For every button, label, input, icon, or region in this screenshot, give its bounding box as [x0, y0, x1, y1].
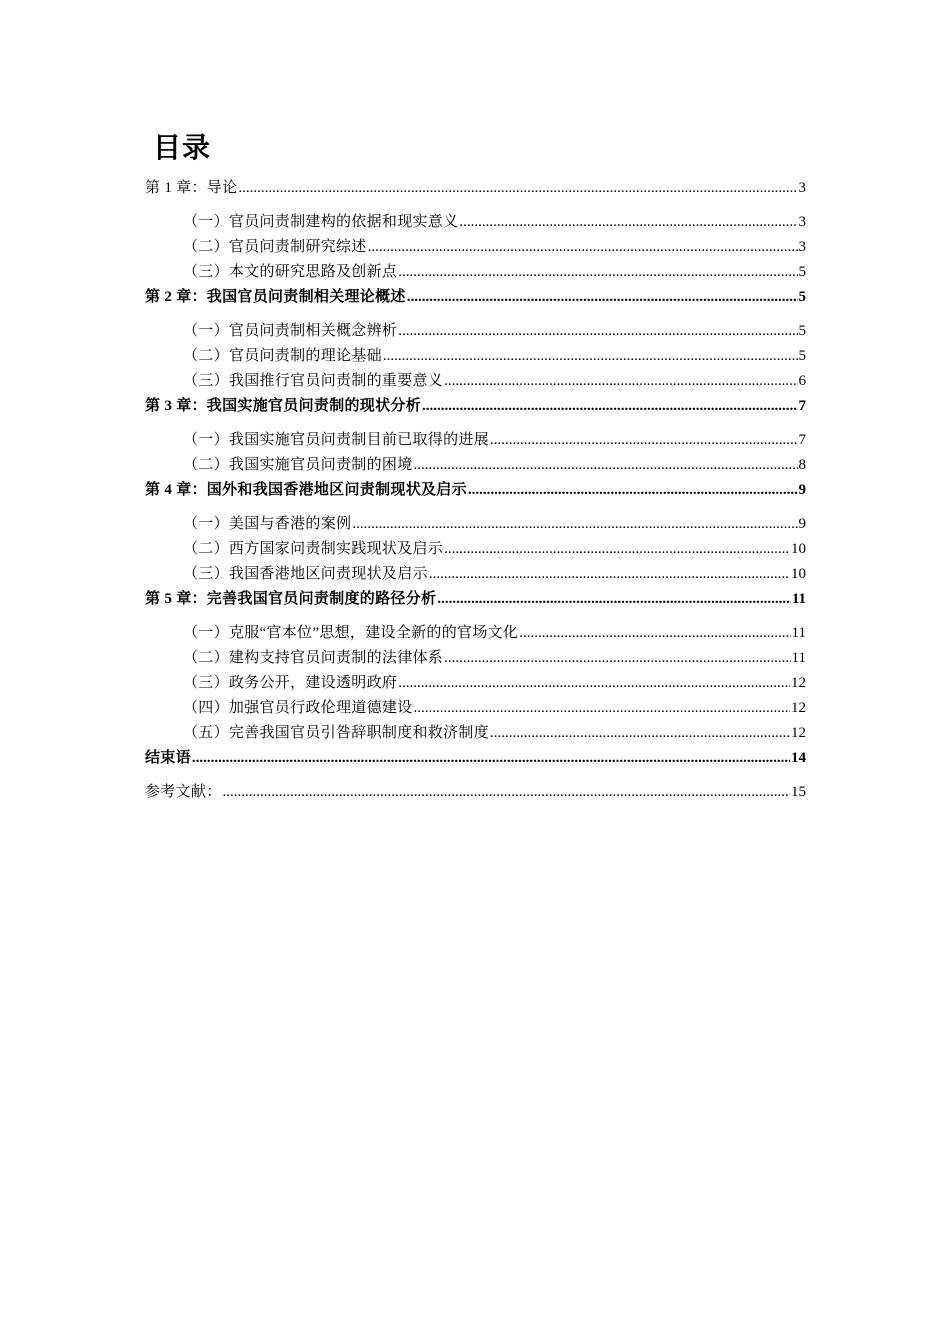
toc-entry-text: （一）美国与香港的案例 — [183, 516, 352, 532]
toc-page-number: 10 — [791, 541, 806, 557]
toc-page-number: 8 — [798, 457, 806, 473]
toc-entry-text: 结束语 — [145, 750, 191, 766]
dot-leader — [519, 623, 790, 643]
toc-page-number: 6 — [798, 373, 806, 389]
toc-entry-text: （四）加强官员行政伦理道德建设 — [183, 700, 413, 716]
dot-leader — [352, 514, 797, 534]
dot-leader — [444, 371, 797, 391]
toc-entry-text: （三）我国香港地区问责现状及启示 — [183, 566, 428, 582]
toc-page-number: 11 — [791, 650, 806, 666]
toc-page-number: 5 — [798, 289, 806, 305]
toc-entry-section[interactable] — [183, 319, 806, 341]
toc-entry-text: （五）完善我国官员引咎辞职制度和救济制度 — [183, 725, 490, 741]
toc-entry-section[interactable] — [183, 453, 806, 475]
toc-page-number: 11 — [791, 591, 806, 607]
dot-leader — [192, 748, 790, 768]
dot-leader — [444, 648, 790, 668]
toc-entry-text: （二）官员问责制研究综述 — [183, 239, 367, 255]
toc-entry-section[interactable] — [183, 235, 806, 257]
toc-entry-section[interactable] — [183, 428, 806, 450]
toc-page-number: 11 — [791, 625, 806, 641]
toc-page-number: 15 — [791, 784, 806, 800]
dot-leader — [437, 589, 791, 609]
toc-entry-text: （三）本文的研究思路及创新点 — [183, 264, 398, 280]
dot-leader — [398, 321, 797, 341]
toc-entry-chapter-3[interactable] — [145, 394, 806, 416]
dot-leader — [490, 723, 790, 743]
dot-leader — [368, 237, 798, 257]
toc-page-number: 12 — [791, 725, 806, 741]
toc-entry-section[interactable] — [183, 512, 806, 534]
toc-page-number: 5 — [798, 323, 806, 339]
toc-page-number: 9 — [798, 482, 806, 498]
dot-leader — [223, 782, 790, 802]
toc-page-number: 5 — [798, 264, 806, 280]
toc-entry-section[interactable] — [183, 646, 806, 668]
toc-entry-text: 第 5 章：完善我国官员问责制度的路径分析 — [145, 591, 437, 607]
dot-leader — [407, 287, 798, 307]
dot-leader — [383, 346, 798, 366]
toc-entry-chapter-5[interactable] — [145, 587, 806, 609]
toc-entry-text: （二）我国实施官员问责制的困境 — [183, 457, 413, 473]
toc-entry-section[interactable] — [183, 721, 806, 743]
toc-entry-text: （二）建构支持官员问责制的法律体系 — [183, 650, 444, 666]
toc-entry-text: 第 4 章：国外和我国香港地区问责制现状及启示 — [145, 482, 467, 498]
toc-page-number: 3 — [798, 239, 806, 255]
dot-leader — [459, 212, 797, 232]
dot-leader — [398, 262, 797, 282]
page-title: 目录 — [153, 133, 212, 164]
toc-entry-section[interactable] — [183, 562, 806, 584]
toc-entry-text: （一）我国实施官员问责制目前已取得的进展 — [183, 432, 490, 448]
toc-entry-text: （一）官员问责制相关概念辨析 — [183, 323, 398, 339]
dot-leader — [444, 539, 790, 559]
toc-page-number: 14 — [791, 750, 806, 766]
toc-entry-section[interactable] — [183, 621, 806, 643]
dot-leader — [414, 698, 790, 718]
toc-entry-references[interactable] — [145, 780, 806, 802]
toc-entry-text: 第 3 章：我国实施官员问责制的现状分析 — [145, 398, 422, 414]
dot-leader — [398, 673, 790, 693]
toc-page-number: 5 — [798, 348, 806, 364]
toc-page-number: 7 — [798, 432, 806, 448]
toc-entry-section[interactable] — [183, 344, 806, 366]
dot-leader — [468, 480, 798, 500]
toc-entry-section[interactable] — [183, 260, 806, 282]
toc-page-number: 7 — [798, 398, 806, 414]
dot-leader — [422, 396, 797, 416]
toc-page-number: 3 — [798, 180, 806, 196]
toc-entry-section[interactable] — [183, 671, 806, 693]
toc-entry-chapter-4[interactable] — [145, 478, 806, 500]
toc-entry-section[interactable] — [183, 210, 806, 232]
toc-page-number: 10 — [791, 566, 806, 582]
toc-entry-chapter-2[interactable] — [145, 285, 806, 307]
toc-page-number: 9 — [798, 516, 806, 532]
dot-leader — [490, 430, 797, 450]
dot-leader — [238, 178, 797, 198]
dot-leader — [429, 564, 790, 584]
toc-entry-section[interactable] — [183, 537, 806, 559]
toc-entry-text: （一）官员问责制建构的依据和现实意义 — [183, 214, 459, 230]
dot-leader — [414, 455, 798, 475]
toc-page-number: 3 — [798, 214, 806, 230]
toc-page-number: 12 — [791, 675, 806, 691]
toc-entry-section[interactable] — [183, 696, 806, 718]
toc-entry-conclusion[interactable] — [145, 746, 806, 768]
toc-entry-text: 第 1 章：导论 — [145, 180, 238, 196]
toc-entry-chapter-1[interactable] — [145, 176, 806, 198]
toc-entry-text: （一）克服“官本位”思想，建设全新的的官场文化 — [183, 625, 519, 641]
toc-entry-text: 参考文献： — [145, 784, 222, 800]
toc-entry-text: （二）西方国家问责制实践现状及启示 — [183, 541, 444, 557]
toc-entry-section[interactable] — [183, 369, 806, 391]
toc-page-number: 12 — [791, 700, 806, 716]
toc-entry-text: 第 2 章：我国官员问责制相关理论概述 — [145, 289, 406, 305]
toc-entry-text: （三）我国推行官员问责制的重要意义 — [183, 373, 444, 389]
toc-entry-text: （二）官员问责制的理论基础 — [183, 348, 382, 364]
toc-entry-text: （三）政务公开，建设透明政府 — [183, 675, 398, 691]
